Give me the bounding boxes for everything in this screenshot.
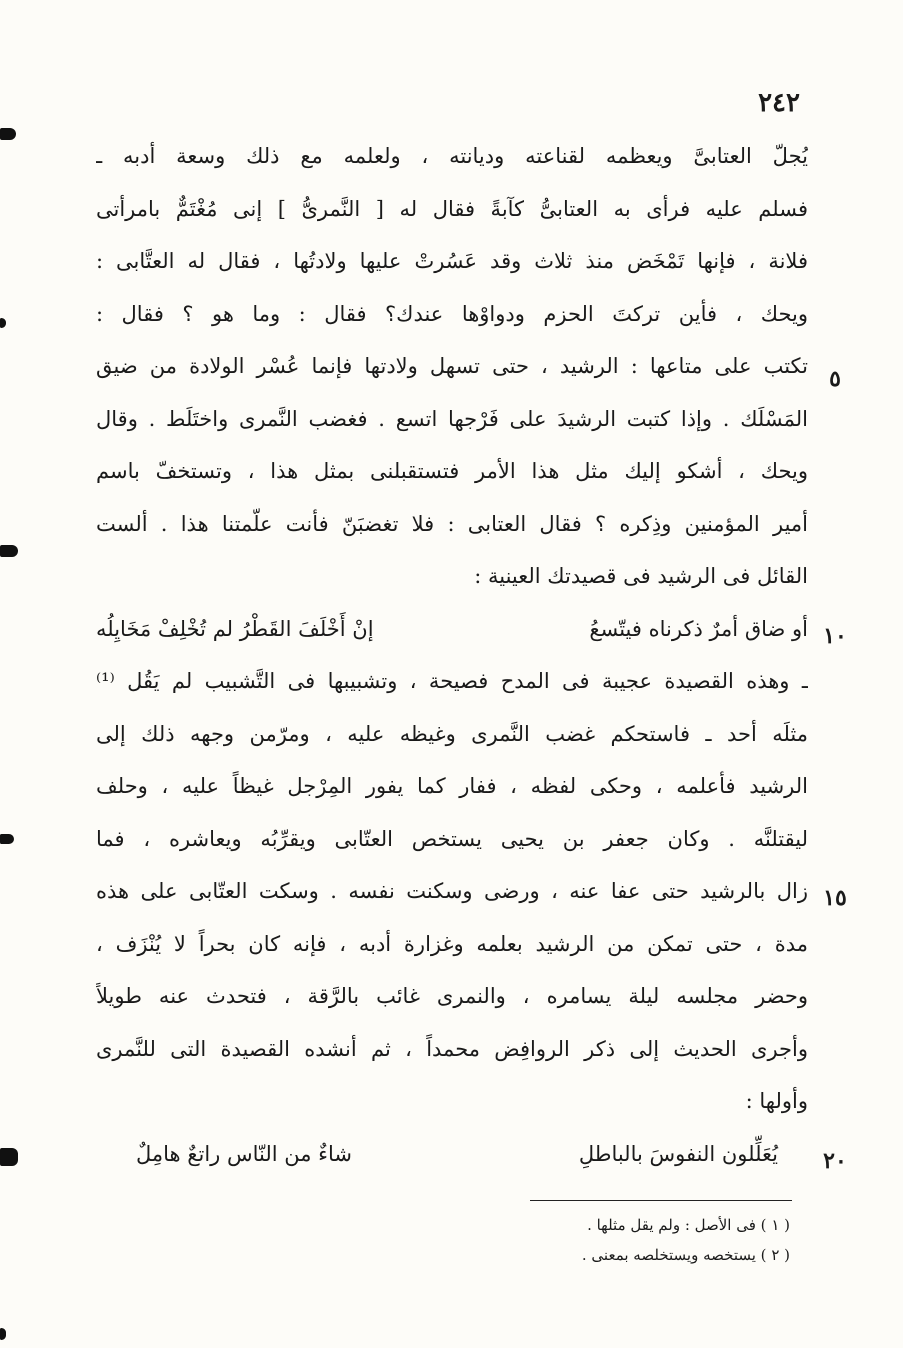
margin-line-number-20: ٢٠ [823, 1148, 847, 1174]
margin-line-number-15: ١٥ [823, 885, 847, 911]
text-line-4: ويحك ، فأين تركتَ الحزم ودواوْها عندك؟ فقال : وما هو ؟ فقال : [96, 301, 808, 326]
footnote-2: ( ٢ ) يستخصه ويستخلصه بمعنى . [581, 1246, 790, 1264]
scan-edge-mark [0, 128, 16, 140]
text-line-8: أمير المؤمنين وذِكره ؟ فقال العتابى : فلا تغضبَنّ فأنت علّمتنا هذا . ألست [96, 511, 808, 536]
text-line-14: ليقتلنَّه . وكان جعفر بن يحيى يستخص العتّابى ويقرِّبُه ويعاشره ، فما [96, 826, 808, 851]
footnotes [300, 1210, 790, 1270]
scan-edge-mark [0, 545, 18, 557]
text-line-3: فلانة ، فإنها تَمْخَض منذ ثلاث وقد عَسُرتْ عليها ولادتُها ، فقال له العتَّابى : [96, 249, 808, 273]
margin-line-number-5: ٥ [829, 366, 841, 392]
text-line-17: وحضر مجلسه ليلة يسامره ، والنمرى غائب بالرَّقة ، فتحدث عنه طويلاً [96, 984, 808, 1008]
verse-2-first-hemistich: شاءٌ من النّاس راتعٌ هامِلٌ [136, 1141, 353, 1166]
main-text [96, 130, 808, 1180]
footnote-divider [530, 1200, 792, 1201]
page-number: ٢٤٢ [758, 88, 800, 118]
text-line-12: مثلَه أحد ـ فاستحكم غضب النَّمرى وغيظه عليه ، ومرّمن وجهه ذلك إلى [96, 721, 808, 746]
text-line-7: ويحك ، أشكو إليك مثل هذا الأمر فتستقبلنى بمثل هذا ، وتستخفّ باسم [96, 459, 808, 483]
scan-edge-mark [0, 834, 14, 844]
text-line-18: وأجرى الحديث إلى ذكر الروافِض محمداً ، ثم أنشده القصيدة التى للنَّمرى [96, 1036, 808, 1061]
scan-edge-mark [0, 1148, 18, 1166]
verse-2-second-hemistich: يُعَلِّلون النفوسَ بالباطلِ [578, 1141, 778, 1166]
verse-1-first-hemistich: إنْ أَخْلَفَ القَطْرُ لم تُخْلِفْ مَخَايِلُه [96, 616, 374, 641]
footnote-1: ( ١ ) فى الأصل : ولم يقل مثلها . [587, 1216, 790, 1234]
text-line-16: مدة ، حتى تمكن من الرشيد بعلمه وغزارة أدبه ، فإنه كان بحراً لا يُنْزَف ، [96, 931, 808, 956]
text-line-15: زال بالرشيد حتى عفا عنه ، ورضى وسكنت نفسه . وسكت العتّابى على هذه [96, 879, 808, 903]
text-line-13: الرشيد فأعلمه ، وحكى لفظه ، ففار كما يفور المِرْجل غيظاً عليه ، وحلف [96, 774, 808, 798]
verse-line-2 [96, 1128, 808, 1181]
scan-edge-mark [0, 318, 6, 328]
text-line-1: يُجلّ العتابىَّ ويعظمه لقناعته وديانته ، ولعلمه مع ذلك وسعة أدبه ـ [96, 144, 808, 168]
text-line-5: تكتب على متاعها : الرشيد ، حتى تسهل ولادتها فإنما عُسْر الولادة من ضيق [96, 354, 808, 378]
verse-1-second-hemistich: أو ضاق أمرٌ ذكرناه فيتّسعُ [589, 616, 808, 641]
margin-line-number-10: ١٠ [823, 623, 847, 649]
text-line-9: القائل فى الرشيد فى قصيدتك العينية : [474, 564, 808, 588]
scan-edge-mark [0, 1328, 6, 1340]
text-line-19: وأولها : [745, 1089, 808, 1113]
text-line-6: المَسْلَك . وإذا كتبت الرشيدَ على فَرْجها اتسع . فغضب النَّمرى واختَلَط . وقال [96, 406, 808, 431]
text-line-2: فسلم عليه فرأى به العتابىُّ كآبةً فقال له [ النَّمرىُّ ] إنى مُغْتَمٌّ بامرأتى [96, 196, 808, 221]
text-line-11: ـ وهذه القصيدة عجيبة فى المدح فصيحة ، وتشبيبها فى التَّشبيب لم يَقُل ⁽¹⁾ [96, 669, 808, 693]
verse-line-1 [96, 603, 808, 656]
